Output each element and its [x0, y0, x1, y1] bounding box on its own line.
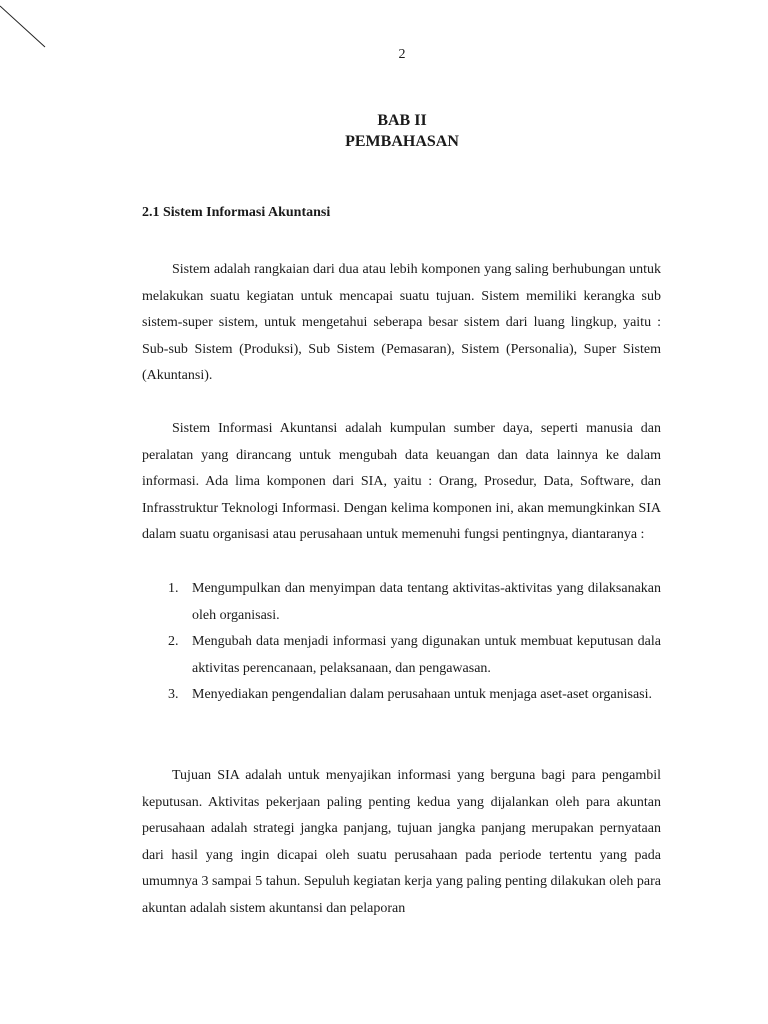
- list-item-number: 3.: [168, 687, 179, 703]
- list-item-number: 1.: [168, 581, 179, 596]
- list-item-text: Mengubah data menjadi informasi yang digunakan untuk membuat keputusan dala aktivitas perencanaan, pelaksanaan, dan pengawasan.: [192, 634, 661, 676]
- chapter-label: BAB II: [377, 112, 427, 129]
- paragraph-text: Sistem adalah rangkaian dari dua atau lebih komponen yang saling berhubungan untuk melakukan suatu kegiatan untuk mencapai suatu tujuan. Sistem memiliki kerangka sub sistem-super sistem, untuk mengetahui seberapa besar sistem dari luang lingkup, yaitu : Sub-sub Sistem (Produksi), Sub Sistem (Pemasaran), Sistem (Personalia), Super Sistem (Akuntansi).: [142, 262, 661, 384]
- sia-functions-list: [142, 576, 661, 709]
- chapter-heading: [0, 110, 768, 152]
- paragraph-system-definition: [142, 257, 661, 390]
- list-item: [142, 576, 661, 629]
- paragraph-text: Sistem Informasi Akuntansi adalah kumpulan sumber daya, seperti manusia dan peralatan yang dirancang untuk mengubah data keuangan dan data lainnya ke dalam informasi. Ada lima komponen dari SIA, yaitu : Orang, Prosedur, Data, Software, dan Infrasstruktur Teknologi Informasi. Dengan kelima komponen ini, akan memungkinkan SIA dalam suatu organisasi atau perusahaan untuk memenuhi fungsi pentingnya, diantaranya :: [142, 421, 661, 543]
- list-item-number: 2.: [168, 634, 179, 650]
- chapter-title: PEMBAHASAN: [345, 133, 459, 150]
- paragraph-sia-definition: [142, 416, 661, 549]
- page-number: 2: [398, 47, 406, 62]
- paragraph-sia-purpose: [142, 763, 661, 923]
- paragraph-text: Tujuan SIA adalah untuk menyajikan informasi yang berguna bagi para pengambil keputusan. Aktivitas pekerjaan paling penting kedua yang dijalankan oleh para akuntan perusahaan adalah strategi jangka panjang, tujuan jangka panjang merupakan pernyataan dari hasil yang ingin dicapai oleh suatu perusahaan pada periode tertentu yang pada umumnya 3 sampai 5 tahun. Sepuluh kegiatan kerja yang paling penting dilakukan oleh para akuntan adalah sistem akuntansi dan pelaporan: [142, 768, 661, 916]
- list-item-text: Menyediakan pengendalian dalam perusahaan untuk menjaga aset-aset organisasi.: [192, 687, 653, 703]
- list-item: [142, 682, 661, 709]
- section-heading: 2.1 Sistem Informasi Akuntansi: [142, 205, 331, 220]
- list-item-text: Mengumpulkan dan menyimpan data tentang aktivitas-aktivitas yang dilaksanakan oleh organisasi.: [192, 581, 661, 623]
- list-item: [142, 629, 661, 682]
